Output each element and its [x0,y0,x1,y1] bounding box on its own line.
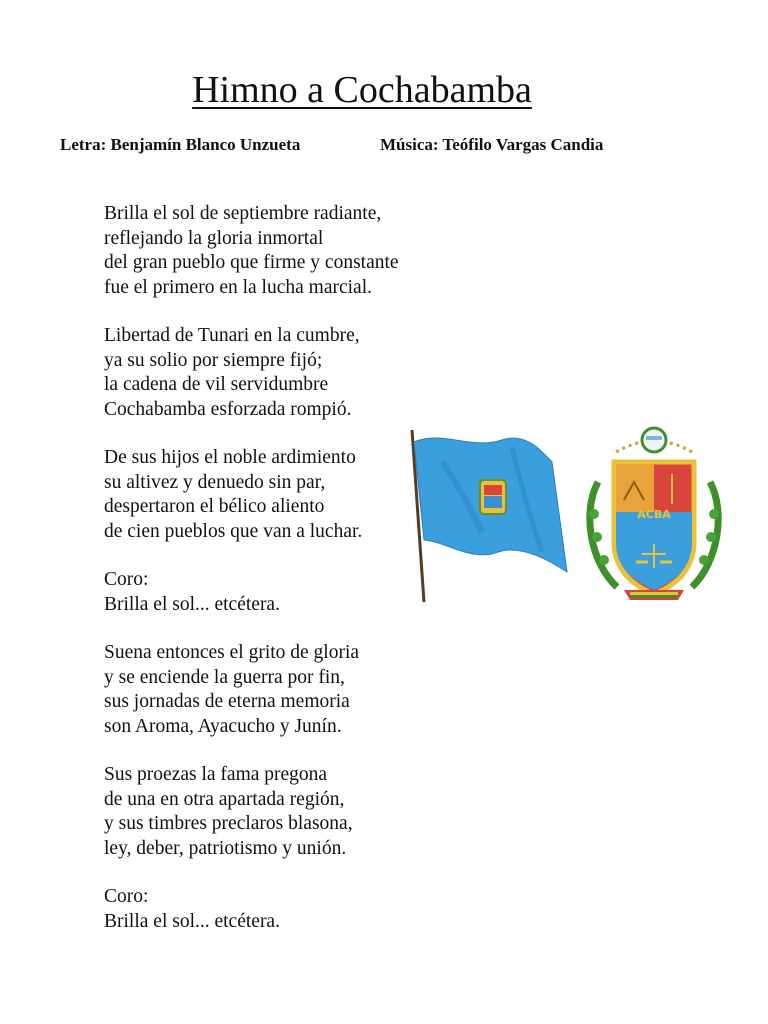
verse-line: Brilla el sol... etcétera. [104,593,280,615]
verse-line: de cien pueblos que van a luchar. [104,520,363,542]
verse-line: sus jornadas de eterna memoria [104,691,350,712]
chorus-label: Coro: [104,569,149,590]
lyrics-credit: Letra: Benjamín Blanco Unzueta [60,135,301,154]
verse-line: la cadena de vil servidumbre [104,374,329,395]
chorus-label: Coro: [104,886,149,907]
verse-line: su altivez y denuedo sin par, [104,471,326,493]
verse-line: Brilla el sol de septiembre radiante, [104,203,382,224]
verse-line: y se enciende la guerra por fin, [104,666,345,688]
chorus-stanza [104,885,399,934]
verse-line: son Aroma, Ayacucho y Junín. [104,715,342,737]
verse-line: ya su solio por siempre fijó; [104,349,323,371]
stanza [104,446,399,544]
verse-line: reflejando la gloria inmortal [104,227,324,249]
stanza [104,202,399,300]
flag-and-coat-of-arms-illustration [402,422,736,608]
stanza [104,763,399,861]
verse-line: Sus proezas la fama pregona [104,764,328,785]
page-title: Himno a Cochabamba [192,69,532,111]
stanza [104,641,399,739]
anthem-lyrics [104,202,399,958]
verse-line: y sus timbres preclaros blasona, [104,813,353,834]
shield-text: ACBA [637,508,671,521]
flag-image [412,430,567,602]
chorus-stanza [104,568,399,617]
verse-line: De sus hijos el noble ardimiento [104,447,356,468]
stanza [104,324,399,422]
music-credit: Música: Teófilo Vargas Candia [380,135,604,154]
verse-line: ley, deber, patriotismo y unión. [104,837,347,859]
verse-line: Cochabamba esforzada rompió. [104,398,352,420]
coat-of-arms-image [589,428,719,600]
verse-line: de una en otra apartada región, [104,788,345,810]
verse-line: del gran pueblo que firme y constante [104,252,399,273]
verse-line: despertaron el bélico aliento [104,496,325,517]
verse-line: Brilla el sol... etcétera. [104,910,280,932]
verse-line: Libertad de Tunari en la cumbre, [104,325,360,346]
verse-line: fue el primero en la lucha marcial. [104,276,372,298]
verse-line: Suena entonces el grito de gloria [104,642,360,663]
